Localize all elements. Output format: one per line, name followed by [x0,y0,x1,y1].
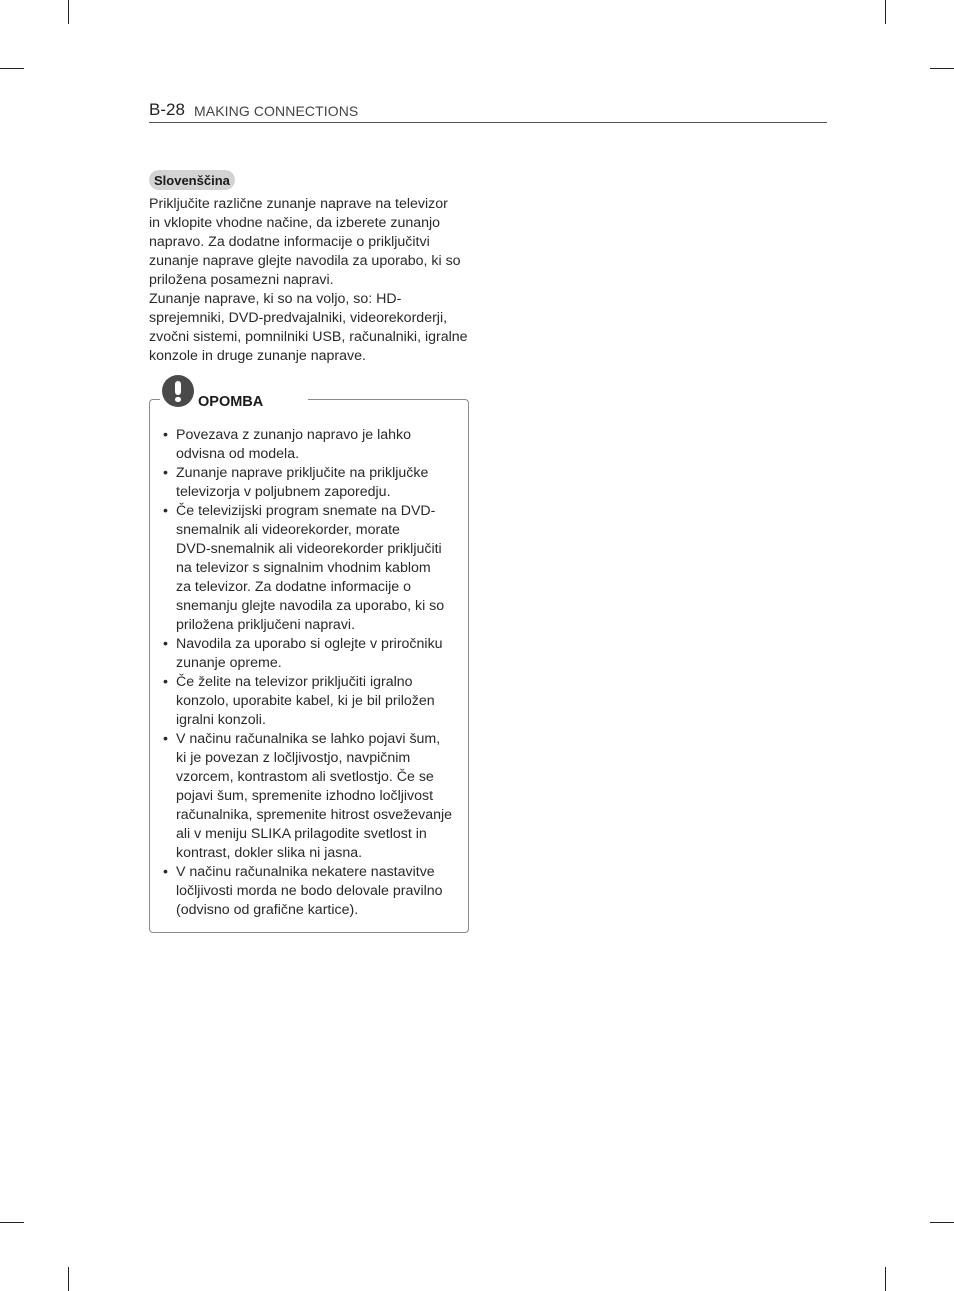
note-item [162,730,462,863]
crop-mark [885,1267,886,1291]
note-item [162,426,462,464]
note-list [162,426,462,920]
note-item-text: Če televizijski program snemate na DVD- snemalnik ali videorekorder, morate DVD-snemalnik ali videorekorder priključiti na televizor s signalnim vhodnim kablom za televizor. Za dodatne informacije o snemanju glejte navodila za uporabo, ki so priložena priključeni napravi. [176,503,445,633]
note-title: OPOMBA [198,394,264,410]
bullet: • [163,427,168,443]
page-header [149,100,827,123]
bullet: • [163,503,168,519]
crop-mark [0,1222,24,1223]
note-item [162,464,462,502]
note-item-text: V načinu računalnika nekatere nastavitve ločljivosti morda ne bodo delovale pravilno (odvisno od grafične kartice). [176,864,443,918]
note-item-text: Navodila za uporabo si oglejte v priročniku zunanje opreme. [176,636,443,671]
note-item [162,863,462,920]
note-item-text: V načinu računalnika se lahko pojavi šum, ki je povezan z ločljivostjo, navpičnim vzorcem, kontrastom ali svetlostjo. Če se pojavi šum, spremenite izhodno ločljivost računalnika, spremenite hitrost osveževanje ali v meniju SLIKA prilagodite svetlost in kontrast, dokler slika ni jasna. [176,731,453,861]
crop-mark [68,0,69,24]
crop-mark [68,1267,69,1291]
note-item [162,502,462,635]
note-item-text: Povezava z zunanjo napravo je lahko odvisna od modela. [176,427,412,462]
page-number: B-28 [149,100,185,119]
exclamation-icon [162,375,194,407]
language-badge: Slovenščina [149,170,235,190]
intro-text [149,195,479,366]
note-item [162,635,462,673]
note-item [162,673,462,730]
intro-paragraph: Priključite različne zunanje naprave na televizor in vklopite vhodne načine, da izberete zunanjo napravo. Za dodatne informacije o priključitvi zunanje naprave glejte navodila za uporabo, ki so priložena posamezni napravi. [149,196,461,288]
crop-mark [885,0,886,24]
bullet: • [163,674,168,690]
bullet: • [163,731,168,747]
crop-mark [0,68,24,69]
section-title: MAKING CONNECTIONS [194,103,359,119]
bullet: • [163,465,168,481]
intro-paragraph: Zunanje naprave, ki so na voljo, so: HD- sprejemniki, DVD-predvajalniki, videorekorderji, zvočni sistemi, pomnilniki USB, računalniki, igralne konzole in druge zunanje naprave. [149,291,468,364]
note-item-text: Zunanje naprave priključite na priključke televizorja v poljubnem zaporedju. [176,465,429,500]
crop-mark [930,1222,954,1223]
bullet: • [163,636,168,652]
crop-mark [930,68,954,69]
bullet: • [163,864,168,880]
note-item-text: Če želite na televizor priključiti igralno konzolo, uporabite kabel, ki je bil priložen igralni konzoli. [176,674,435,728]
note-header [160,375,308,411]
